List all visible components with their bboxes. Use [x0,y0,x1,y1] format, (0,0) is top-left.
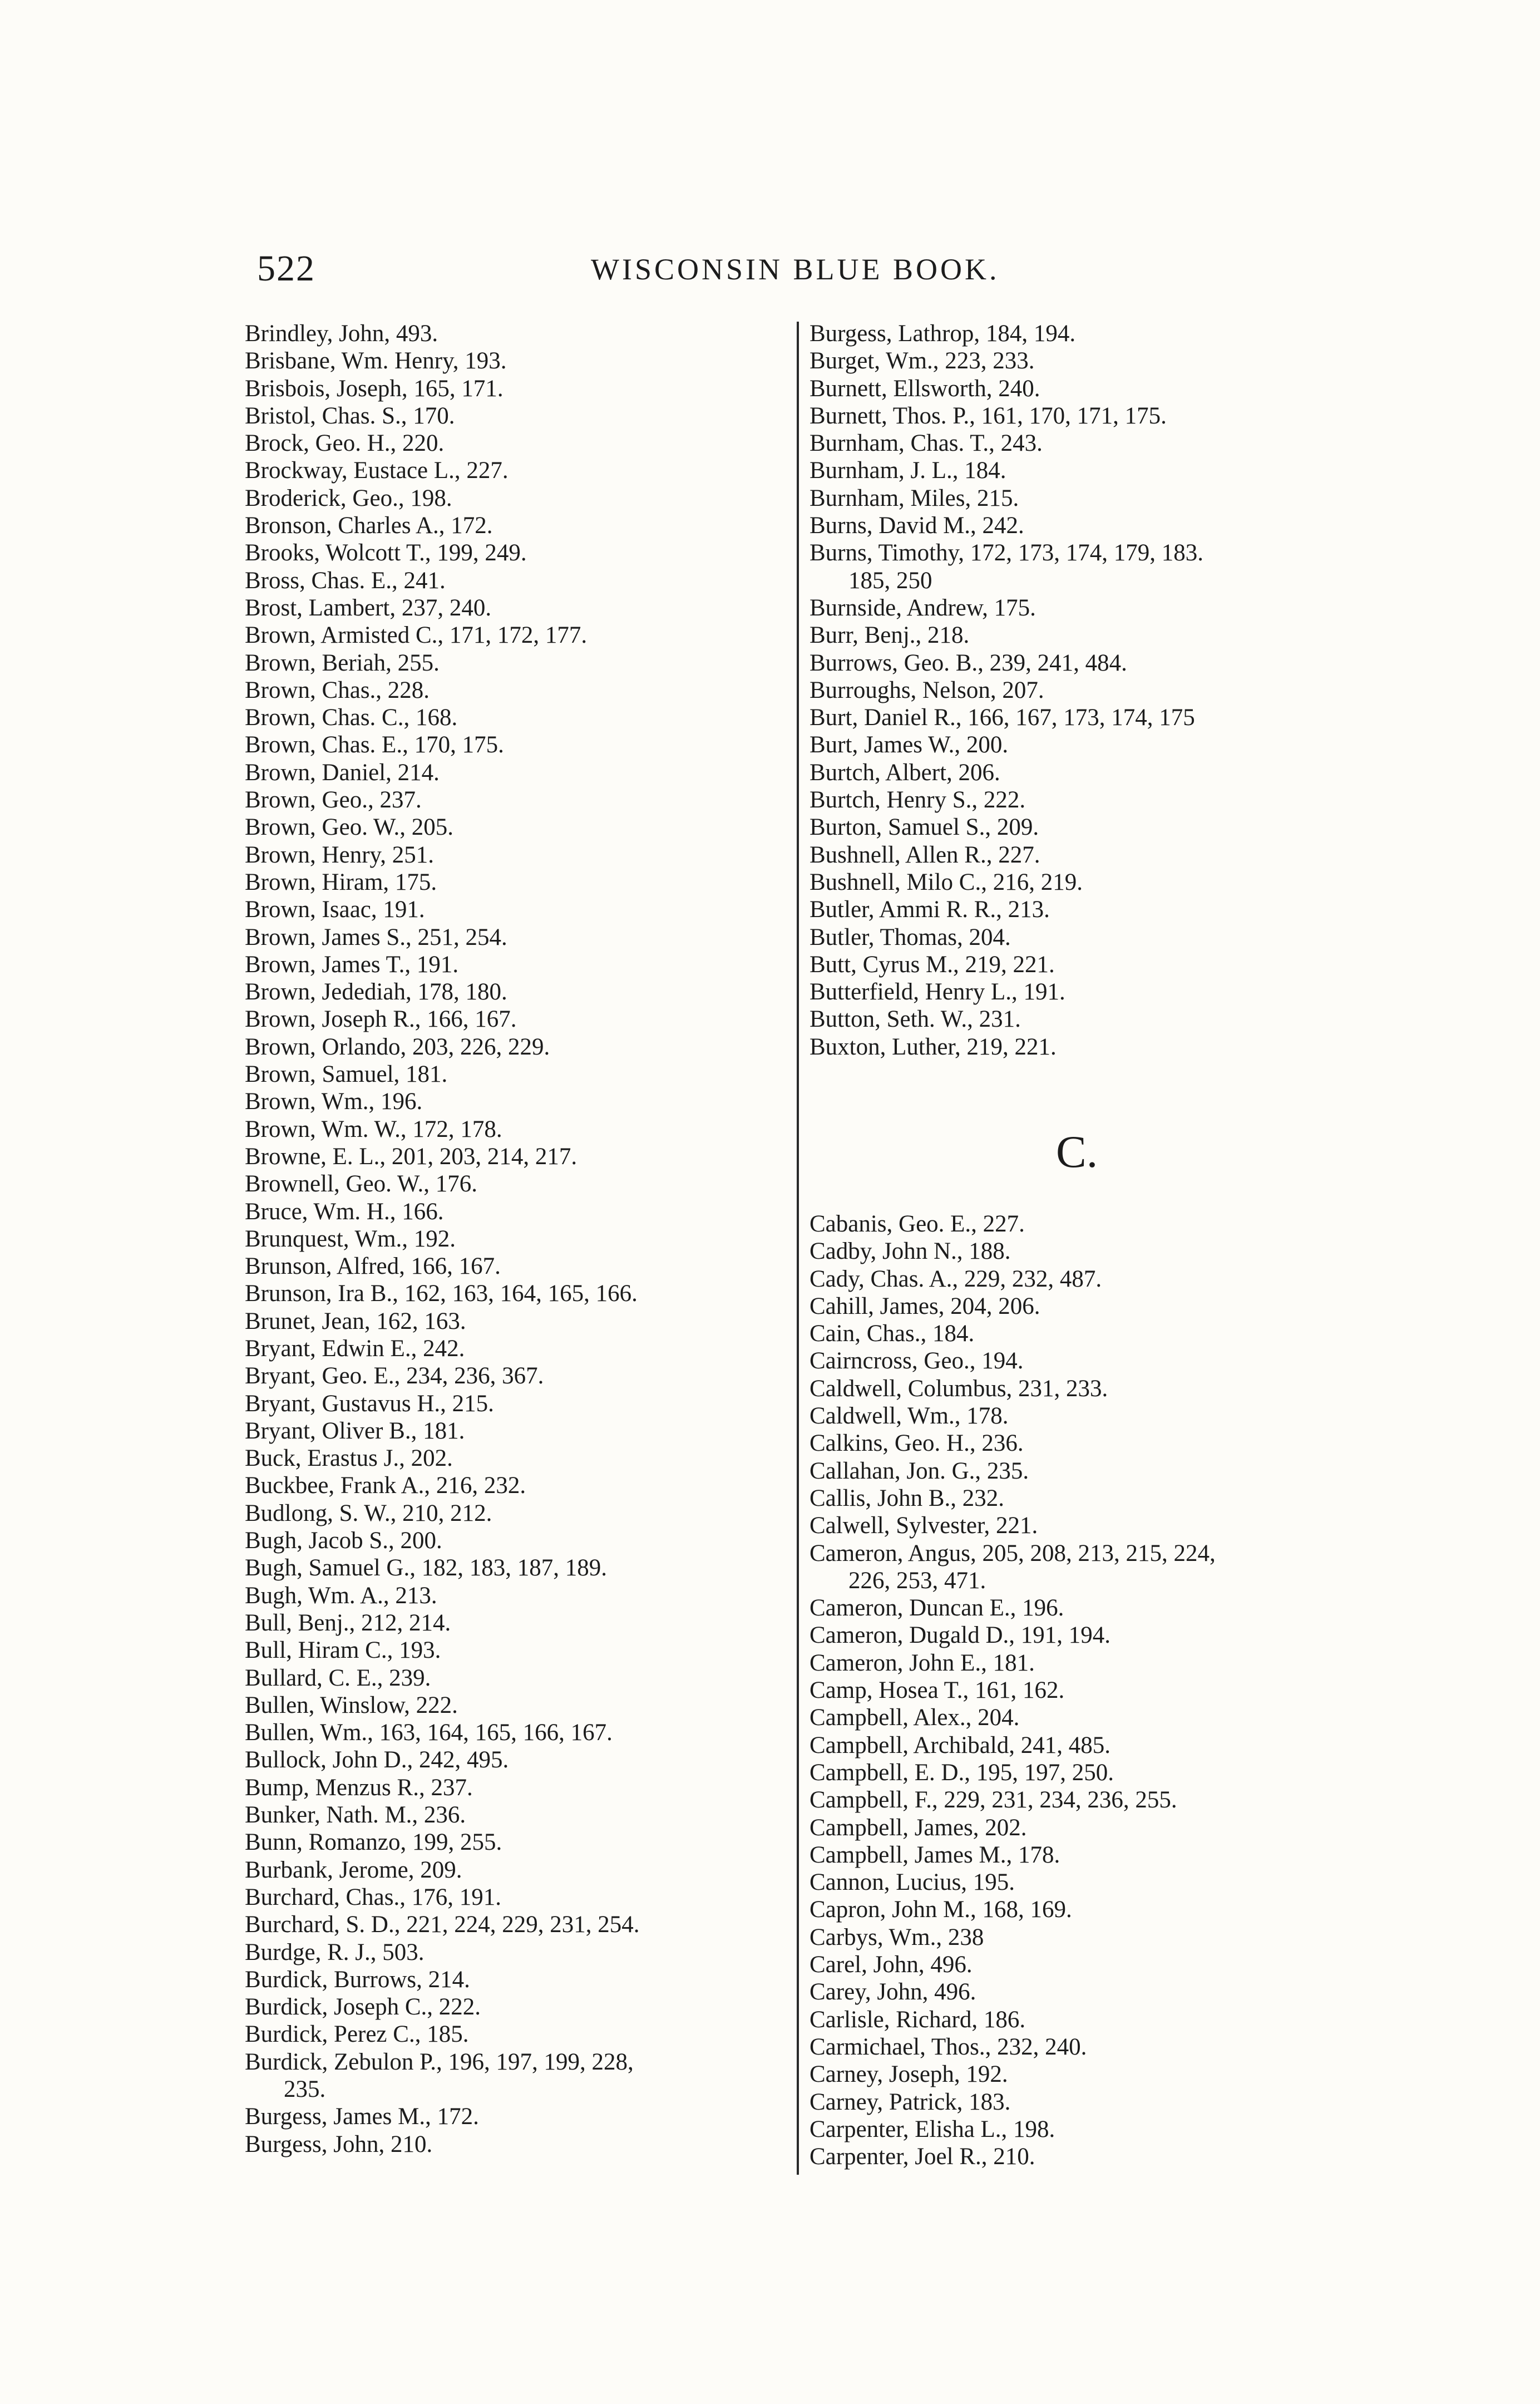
index-entry: Calkins, Geo. H., 236. [810,1430,1024,1457]
index-entry: Callahan, Jon. G., 235. [810,1457,1029,1484]
index-entry: Brown, Wm. W., 172, 178. [245,1116,502,1142]
index-entry: Brunson, Ira B., 162, 163, 164, 165, 166. [245,1280,638,1307]
index-entry: Burt, Daniel R., 166, 167, 173, 174, 175 [810,705,1195,731]
index-entry: Brunquest, Wm., 192. [245,1225,456,1252]
index-entry: Brown, Wm., 196. [245,1088,423,1115]
index-entry: Brown, Isaac, 191. [245,896,425,923]
index-entry: Brown, Geo., 237. [245,787,422,814]
index-entry: Carney, Patrick, 183. [810,2088,1011,2115]
index-entry: Brunet, Jean, 162, 163. [245,1308,466,1334]
index-entry: Bunn, Romanzo, 199, 255. [245,1829,502,1856]
index-entry: Cameron, John E., 181. [810,1649,1035,1676]
index-entry: Broderick, Geo., 198. [245,485,452,511]
index-entry: Buck, Erastus J., 202. [245,1445,453,1472]
index-entry: Caldwell, Wm., 178. [810,1403,1009,1430]
index-column-left [245,320,784,2158]
index-entry: Burns, David M., 242. [810,513,1024,539]
index-entry: Burdick, Perez C., 185. [245,2021,469,2048]
index-entry: Burgess, James M., 172. [245,2104,479,2130]
index-entry: Campbell, James, 202. [810,1814,1027,1841]
index-entry: Carel, John, 496. [810,1952,973,1978]
index-entry: Brown, Chas. C., 168. [245,705,458,731]
index-entry: Calwell, Sylvester, 221. [810,1513,1038,1539]
index-entry: Butt, Cyrus M., 219, 221. [810,951,1055,978]
page-number: 522 [257,248,315,289]
index-entry: Bugh, Wm. A., 213. [245,1582,437,1609]
index-entry: Brown, Daniel, 214. [245,759,440,786]
index-entry: Brown, Armisted C., 171, 172, 177. [245,622,588,649]
index-entry: Bruce, Wm. H., 166. [245,1198,444,1225]
index-entry: Campbell, Archibald, 241, 485. [810,1732,1111,1758]
index-entry: Buxton, Luther, 219, 221. [810,1033,1057,1060]
index-entry: Brisbois, Joseph, 165, 171. [245,375,504,402]
index-entry: Carpenter, Elisha L., 198. [810,2116,1055,2142]
index-entry: Burnham, Chas. T., 243. [810,430,1043,457]
index-entry: Butterfield, Henry L., 191. [810,979,1065,1006]
index-entry: Carney, Joseph, 192. [810,2061,1008,2088]
index-entry: Brown, Orlando, 203, 226, 229. [245,1033,550,1060]
section-letter-heading: C. [1056,1126,1098,1177]
index-entry: Brown, Samuel, 181. [245,1061,448,1088]
index-entry: Cabanis, Geo. E., 227. [810,1211,1025,1237]
index-entry: Brown, James S., 251, 254. [245,924,507,950]
index-entry: Cain, Chas., 184. [810,1321,975,1347]
index-entry: Burton, Samuel S., 209. [810,814,1039,841]
index-entry: Butler, Thomas, 204. [810,924,1011,950]
index-entry: Burchard, S. D., 221, 224, 229, 231, 254. [245,1912,640,1938]
index-entry: Brownell, Geo. W., 176. [245,1171,478,1198]
index-entry: Bronson, Charles A., 172. [245,513,493,539]
index-entry: Butler, Ammi R. R., 213. [810,896,1050,923]
index-entry: Burnett, Thos. P., 161, 170, 171, 175. [810,402,1167,429]
index-entry: 226, 253, 471. [848,1567,986,1594]
index-entry: Brunson, Alfred, 166, 167. [245,1253,501,1280]
index-entry: Bullock, John D., 242, 495. [245,1747,509,1774]
index-entry: Burget, Wm., 223, 233. [810,348,1035,375]
index-entry: Carmichael, Thos., 232, 240. [810,2033,1087,2060]
index-entry: Bryant, Geo. E., 234, 236, 367. [245,1363,544,1390]
index-entry: Cannon, Lucius, 195. [810,1869,1015,1896]
index-entry: Burtch, Albert, 206. [810,759,1000,786]
index-entry: Carpenter, Joel R., 210. [810,2144,1035,2170]
index-entry: Campbell, Alex., 204. [810,1705,1020,1731]
index-entry: Bullen, Winslow, 222. [245,1692,458,1718]
index-entry: Campbell, James M., 178. [810,1841,1060,1868]
index-entry: Brooks, Wolcott T., 199, 249. [245,540,527,566]
index-entry: Bullard, C. E., 239. [245,1664,431,1691]
index-entry: Cadby, John N., 188. [810,1238,1011,1265]
index-entry: Burdick, Burrows, 214. [245,1966,470,1993]
index-entry: Burnett, Ellsworth, 240. [810,375,1040,402]
index-entry: Cairncross, Geo., 194. [810,1348,1024,1375]
index-column-right-c-section [810,1210,1355,2170]
index-entry: Budlong, S. W., 210, 212. [245,1500,492,1526]
index-entry: Brost, Lambert, 237, 240. [245,594,492,621]
index-entry: Burnham, Miles, 215. [810,485,1019,511]
index-entry: Burgess, John, 210. [245,2131,433,2157]
index-entry: Brown, Chas., 228. [245,677,430,703]
index-entry: Burnside, Andrew, 175. [810,594,1036,621]
index-entry: Callis, John B., 232. [810,1485,1005,1511]
index-entry: Bunker, Nath. M., 236. [245,1802,466,1829]
index-entry: Cameron, Duncan E., 196. [810,1595,1064,1622]
index-entry: Bushnell, Allen R., 227. [810,841,1040,868]
index-entry: Carlisle, Richard, 186. [810,2006,1026,2033]
index-entry: Campbell, E. D., 195, 197, 250. [810,1759,1114,1786]
index-entry: 185, 250 [848,567,932,594]
index-entry: Bryant, Oliver B., 181. [245,1417,465,1444]
index-entry: Bryant, Edwin E., 242. [245,1335,465,1362]
index-entry: Cameron, Dugald D., 191, 194. [810,1622,1111,1649]
index-entry: Bristol, Chas. S., 170. [245,402,455,429]
index-entry: Buckbee, Frank A., 216, 232. [245,1472,526,1499]
index-entry: Carbys, Wm., 238 [810,1924,984,1950]
index-entry: Cahill, James, 204, 206. [810,1293,1040,1319]
index-entry: Button, Seth. W., 231. [810,1006,1021,1033]
index-entry: Capron, John M., 168, 169. [810,1896,1072,1923]
index-entry: Cameron, Angus, 205, 208, 213, 215, 224, [810,1540,1216,1566]
index-entry: Brown, Joseph R., 166, 167. [245,1006,517,1033]
index-entry: Brockway, Eustace L., 227. [245,457,509,484]
index-entry: Cady, Chas. A., 229, 232, 487. [810,1265,1102,1292]
index-entry: Bryant, Gustavus H., 215. [245,1390,494,1417]
index-entry: Bull, Benj., 212, 214. [245,1609,451,1636]
index-entry: Burtch, Henry S., 222. [810,787,1026,814]
index-entry: Burroughs, Nelson, 207. [810,677,1044,703]
index-entry: Burr, Benj., 218. [810,622,970,649]
index-entry: Brock, Geo. H., 220. [245,430,445,457]
index-entry: Brown, Henry, 251. [245,841,434,868]
index-entry: Burdge, R. J., 503. [245,1939,425,1965]
index-entry: Brown, James T., 191. [245,951,459,978]
index-entry: Brown, Beriah, 255. [245,649,440,676]
index-entry: Bugh, Samuel G., 182, 183, 187, 189. [245,1555,607,1582]
running-head: WISCONSIN BLUE BOOK. [591,253,1000,286]
index-entry: Burrows, Geo. B., 239, 241, 484. [810,649,1127,676]
index-entry: Burgess, Lathrop, 184, 194. [810,321,1076,347]
index-entry: Carey, John, 496. [810,1979,976,2006]
index-entry: Burns, Timothy, 172, 173, 174, 179, 183. [810,540,1204,566]
index-entry: Browne, E. L., 201, 203, 214, 217. [245,1143,578,1170]
index-column-right [810,320,1355,1061]
index-entry: Campbell, F., 229, 231, 234, 236, 255. [810,1787,1177,1814]
index-entry: Brown, Hiram, 175. [245,869,437,895]
index-entry: Burdick, Joseph C., 222. [245,1994,481,2021]
index-entry: Bullen, Wm., 163, 164, 165, 166, 167. [245,1720,613,1746]
page-header [257,248,1292,298]
index-entry: Bugh, Jacob S., 200. [245,1528,442,1554]
index-entry: Brown, Geo. W., 205. [245,814,454,841]
index-entry: Brown, Chas. E., 170, 175. [245,732,504,758]
index-entry: Burbank, Jerome, 209. [245,1856,462,1883]
index-entry: Burdick, Zebulon P., 196, 197, 199, 228, [245,2048,634,2075]
index-entry: Burt, James W., 200. [810,732,1009,758]
index-entry: Camp, Hosea T., 161, 162. [810,1677,1065,1704]
column-divider [797,322,799,2175]
index-entry: Bull, Hiram C., 193. [245,1637,441,1664]
index-entry: Bump, Menzus R., 237. [245,1774,473,1801]
index-entry: Bross, Chas. E., 241. [245,567,446,594]
index-entry: Bushnell, Milo C., 216, 219. [810,869,1083,895]
index-entry: Burnham, J. L., 184. [810,457,1006,484]
index-entry: Caldwell, Columbus, 231, 233. [810,1375,1108,1402]
index-entry: Brindley, John, 493. [245,321,438,347]
index-entry: 235. [284,2076,326,2102]
index-entry: Brisbane, Wm. Henry, 193. [245,348,507,375]
index-entry: Brown, Jedediah, 178, 180. [245,979,507,1006]
index-entry: Burchard, Chas., 176, 191. [245,1884,501,1910]
